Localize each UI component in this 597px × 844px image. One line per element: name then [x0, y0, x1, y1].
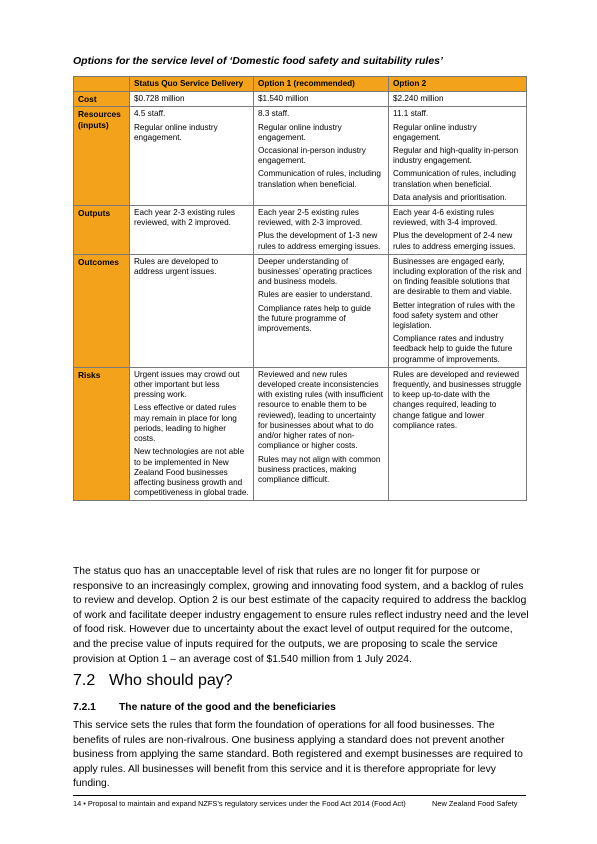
cell-paragraph: Rules may not align with common business practices, making compliance difficult.: [258, 454, 381, 484]
table-cell: [389, 92, 527, 107]
table-row: [74, 92, 527, 107]
section-number: 7.2: [73, 672, 96, 689]
footer-right: New Zealand Food Safety: [432, 799, 518, 808]
cell-paragraph: Compliance rates and industry feedback help to guide the future programme of improvements.: [393, 334, 513, 364]
section-title: Who should pay?: [109, 672, 233, 689]
cell-paragraph: 8.3 staff.: [258, 109, 290, 119]
row-label: Resources (inputs): [74, 107, 130, 206]
cell-paragraph: New technologies are not able to be implemented in New Zealand Food businesses affecting business growth and competitiveness in global trade.: [134, 447, 249, 498]
cell-paragraph: Each year 2-5 existing rules reviewed, with 2-3 improved.: [258, 208, 363, 228]
table-cell: [130, 92, 254, 107]
cell-paragraph: Reviewed and new rules developed create inconsistencies with existing rules (with insufficient resource to enable them to be reviewed), leading to uncertainty for businesses about what to do and/or higher rates of non-compliance or higher costs.: [258, 369, 383, 451]
row-label: Outcomes: [74, 254, 130, 367]
paragraph-status-quo: The status quo has an unacceptable level of risk that rules are no longer fit for purpose or responsive to an increasingly complex, growing and innovating food system, and a backlog of rules to review and develop. Option 2 is our best estimate of the capacity required to address the backlog of work and facilitate deeper industry engagement to ensure rules reflect industry need and the level of food risk. However due to uncertainty about the exact level of output required for the outcome, and the precise value of inputs required for the outputs, we are proposing to scale the service provision at Option 1 – an average cost of $1.540 million from 1 July 2024.: [73, 566, 529, 665]
cell-paragraph: Urgent issues may crowd out other important but less pressing work.: [134, 369, 240, 400]
cell-paragraph: Regular online industry engagement.: [258, 122, 342, 142]
footer-rule: [73, 795, 526, 796]
header-corner: [74, 77, 130, 92]
table-row: [74, 107, 527, 206]
table-row: [74, 254, 527, 367]
cell-paragraph: Each year 4-6 existing rules reviewed, with 3-4 improved.: [393, 208, 498, 228]
cell-paragraph: $1.540 million: [258, 94, 309, 104]
subsection-heading: [73, 702, 336, 713]
section-heading: [73, 672, 233, 690]
table-cell: [254, 254, 389, 367]
subsection-title: The nature of the good and the beneficiaries: [119, 702, 336, 713]
cell-paragraph: Rules are developed to address urgent issues.: [134, 256, 219, 277]
table-row: [74, 367, 527, 500]
table-cell: [130, 206, 254, 255]
cell-paragraph: Rules are easier to understand.: [258, 290, 373, 300]
table-cell: [389, 206, 527, 255]
table-cell: [389, 254, 527, 367]
cell-paragraph: Businesses are engaged early, including exploration of the risk and on finding feasible solutions that are desirable to them and viable.: [393, 256, 522, 297]
cell-paragraph: 11.1 staff.: [393, 109, 429, 119]
cell-paragraph: Communication of rules, including translation when beneficial.: [393, 169, 516, 189]
header-status-quo: Status Quo Service Delivery: [130, 77, 254, 92]
footer-left: 14 • Proposal to maintain and expand NZFS’s regulatory services under the Food Act 2014 (Food Act): [73, 799, 406, 808]
row-label: Risks: [74, 367, 130, 500]
table-cell: [254, 206, 389, 255]
header-option-1: Option 1 (recommended): [254, 77, 389, 92]
cell-paragraph: Rules are developed and reviewed frequently, and businesses struggle to keep up-to-date with the changes required, leading to change fatigue and lower compliance rates.: [393, 369, 522, 430]
cell-paragraph: Less effective or dated rules may remain in place for long periods, leading to higher costs.: [134, 403, 237, 444]
cell-paragraph: Regular online industry engagement.: [393, 122, 477, 142]
paragraph-beneficiaries: This service sets the rules that form the foundation of operations for all food businesses. The benefits of rules are non-rivalrous. One business applying a standard does not prevent another business from applying the same standard. Both registered and exempt businesses are required to apply rules. All businesses will benefit from this service and it is therefore appropriate for levy funding.: [73, 720, 523, 790]
cell-paragraph: $0.728 million: [134, 94, 185, 104]
cell-paragraph: Plus the development of 2-4 new rules to address emerging issues.: [393, 231, 516, 251]
cell-paragraph: Deeper understanding of businesses’ operating practices and business models.: [258, 256, 372, 287]
table-cell: [254, 107, 389, 206]
cell-paragraph: Each year 2-3 existing rules reviewed, with 2 improved.: [134, 208, 236, 228]
options-table: [73, 76, 527, 501]
row-label: Outputs: [74, 206, 130, 255]
table-cell: [389, 367, 527, 500]
table-caption: Options for the service level of ‘Domestic food safety and suitability rules’: [73, 55, 443, 67]
header-option-2: Option 2: [389, 77, 527, 92]
subsection-number: 7.2.1: [73, 702, 96, 713]
table-cell: [130, 107, 254, 206]
cell-paragraph: Data analysis and prioritisation.: [393, 192, 507, 202]
table-cell: [254, 367, 389, 500]
cell-paragraph: Regular and high-quality in-person industry engagement.: [393, 146, 519, 166]
cell-paragraph: Communication of rules, including translation when beneficial.: [258, 169, 381, 189]
table-row: [74, 206, 527, 255]
cell-paragraph: $2.240 million: [393, 94, 444, 104]
table-cell: [130, 254, 254, 367]
cell-paragraph: Plus the development of 1-3 new rules to address emerging issues.: [258, 231, 381, 251]
cell-paragraph: Better integration of rules with the food safety system and other legislation.: [393, 300, 515, 331]
cell-paragraph: 4.5 staff.: [134, 109, 166, 119]
table-cell: [389, 107, 527, 206]
table-cell: [130, 367, 254, 500]
cell-paragraph: Regular online industry engagement.: [134, 122, 218, 142]
table-cell: [254, 92, 389, 107]
row-label: Cost: [74, 92, 130, 107]
cell-paragraph: Occasional in-person industry engagement.: [258, 146, 366, 166]
cell-paragraph: Compliance rates help to guide the future programme of improvements.: [258, 303, 371, 334]
table-header-row: [74, 77, 527, 92]
